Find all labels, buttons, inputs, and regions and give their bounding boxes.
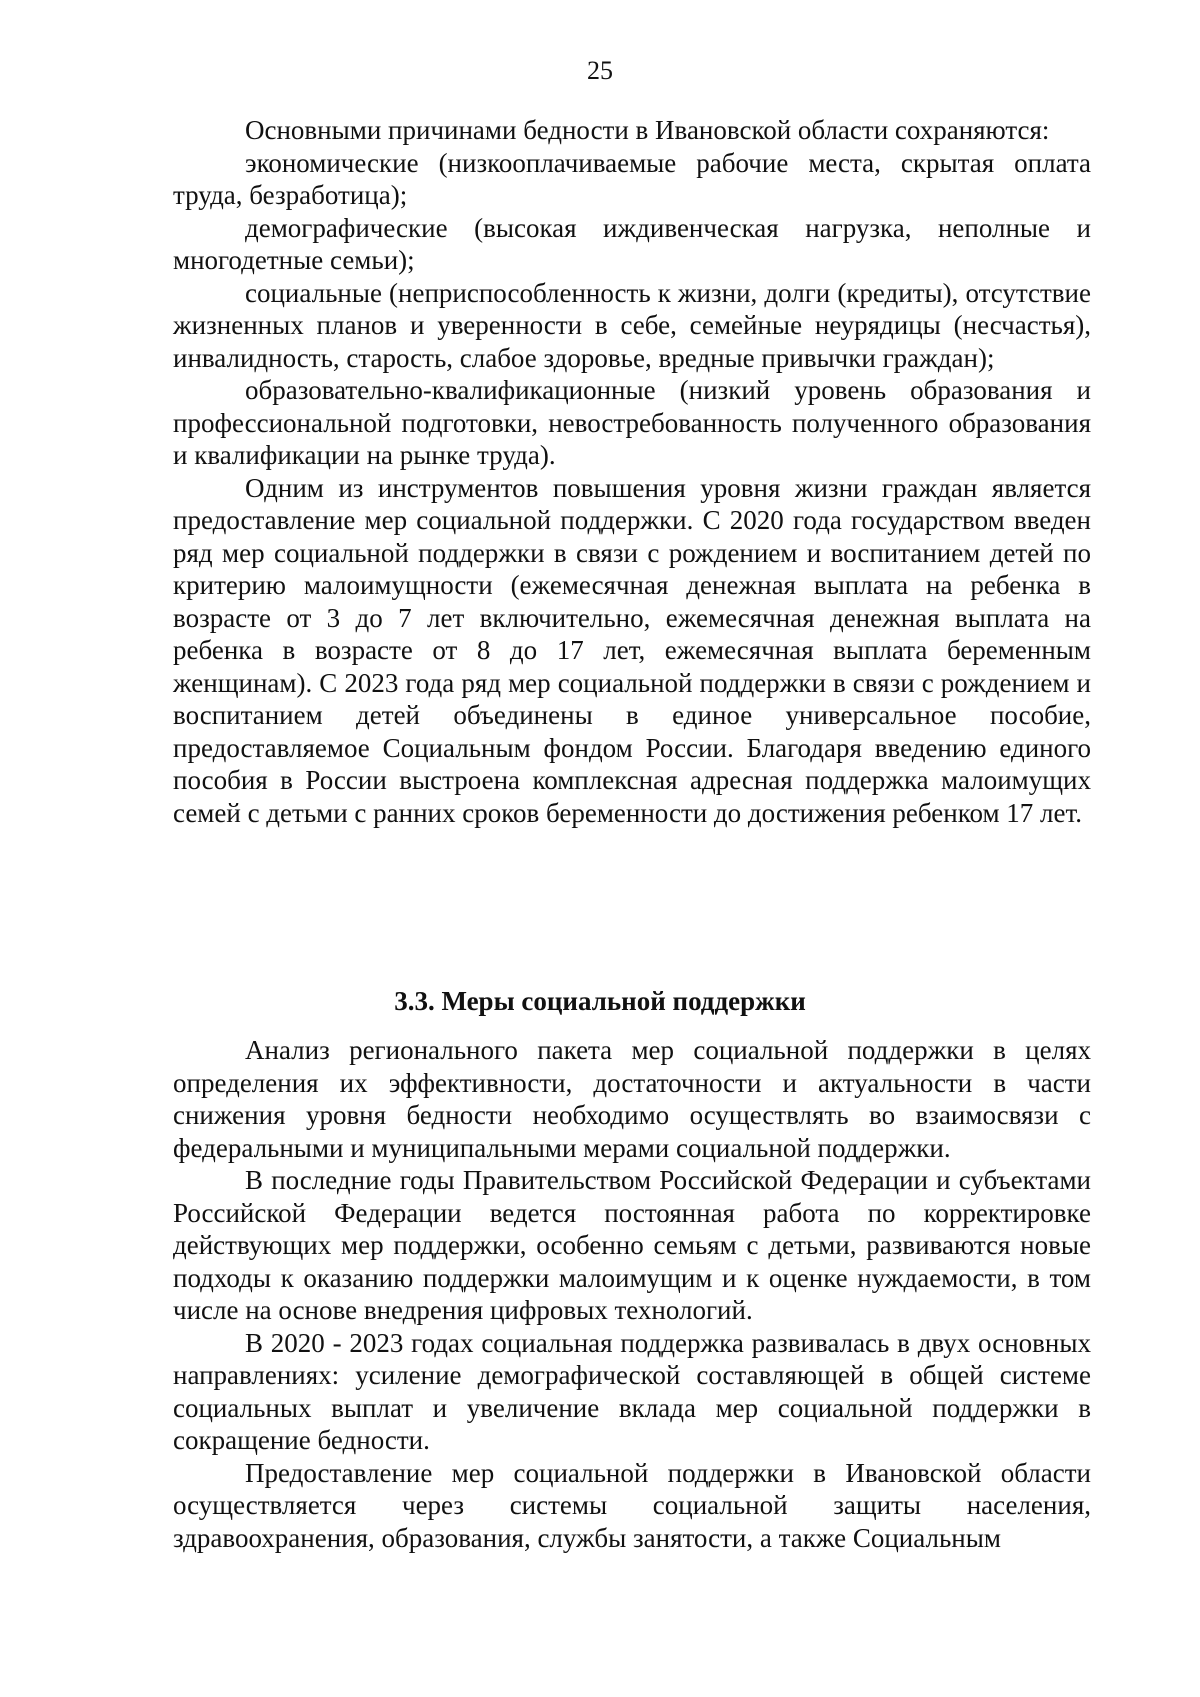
paragraph-economic-causes: экономические (низкооплачиваемые рабочие места, скрытая оплата труда, безработица); xyxy=(173,147,1091,210)
paragraph-demographic-causes: демографические (высокая иждивенческая нагрузка, неполные и многодетные семьи); xyxy=(173,212,1091,275)
paragraph-poverty-causes-intro: Основными причинами бедности в Ивановской области сохраняются: xyxy=(245,115,1050,145)
paragraph-support-directions: В 2020 - 2023 годах социальная поддержка развивалась в двух основных направлениях: усиление демографической составляющей в общей системе социальных выплат и увеличение вклада мер социальной поддержки в сокращение бедности. xyxy=(173,1327,1091,1455)
section-heading: 3.3. Меры социальной поддержки xyxy=(394,986,806,1017)
page-number: 25 xyxy=(587,56,613,85)
paragraph-government-work: В последние годы Правительством Российской Федерации и субъектами Российской Федерации ведется постоянная работа по корректировке действующих мер поддержки, особенно семьям с детьми, развиваются новые подходы к оказанию поддержки малоимущим и к оценке нуждаемости, в том числе на основе внедрения цифровых технологий. xyxy=(173,1165,1091,1325)
paragraph-support-provision: Предоставление мер социальной поддержки в Ивановской области осуществляется через системы социальной защиты населения, здравоохранения, образования, службы занятости, а также Социальным xyxy=(173,1457,1091,1553)
body-text-bottom xyxy=(173,1034,1091,1554)
paragraph-education-causes: образовательно-квалификационные (низкий уровень образования и профессиональной подготовки, невостребованность полученного образования и квалификации на рынке труда). xyxy=(173,375,1091,470)
paragraph-regional-analysis: Анализ регионального пакета мер социальной поддержки в целях определения их эффективности, достаточности и актуальности в части снижения уровня бедности необходимо осуществлять во взаимосвязи с федеральными и муниципальными мерами социальной поддержки. xyxy=(173,1035,1091,1163)
body-text-top xyxy=(173,114,1091,829)
paragraph-social-causes: социальные (неприспособленность к жизни, долги (кредиты), отсутствие жизненных планов и уверенности в себе, семейные неурядицы (несчастья), инвалидность, старость, слабое здоровье, вредные привычки граждан); xyxy=(173,277,1091,373)
paragraph-support-instruments: Одним из инструментов повышения уровня жизни граждан является предоставление мер социальной поддержки. С 2020 года государством введен ряд мер социальной поддержки в связи с рождением и воспитанием детей по критерию малоимущности (ежемесячная денежная выплата на ребенка в возрасте от 3 до 7 лет включительно, ежемесячная денежная выплата на ребенка в возрасте от 8 до 17 лет, ежемесячная выплата беременным женщинам). С 2023 года ряд мер социальной поддержки в связи с рождением и воспитанием детей объединены в единое универсальное пособие, предоставляемое Социальным фондом России. Благодаря введению единого пособия в России выстроена комплексная адресная поддержка малоимущих семей с детьми с ранних сроков беременности до достижения ребенком 17 лет. xyxy=(173,472,1091,828)
